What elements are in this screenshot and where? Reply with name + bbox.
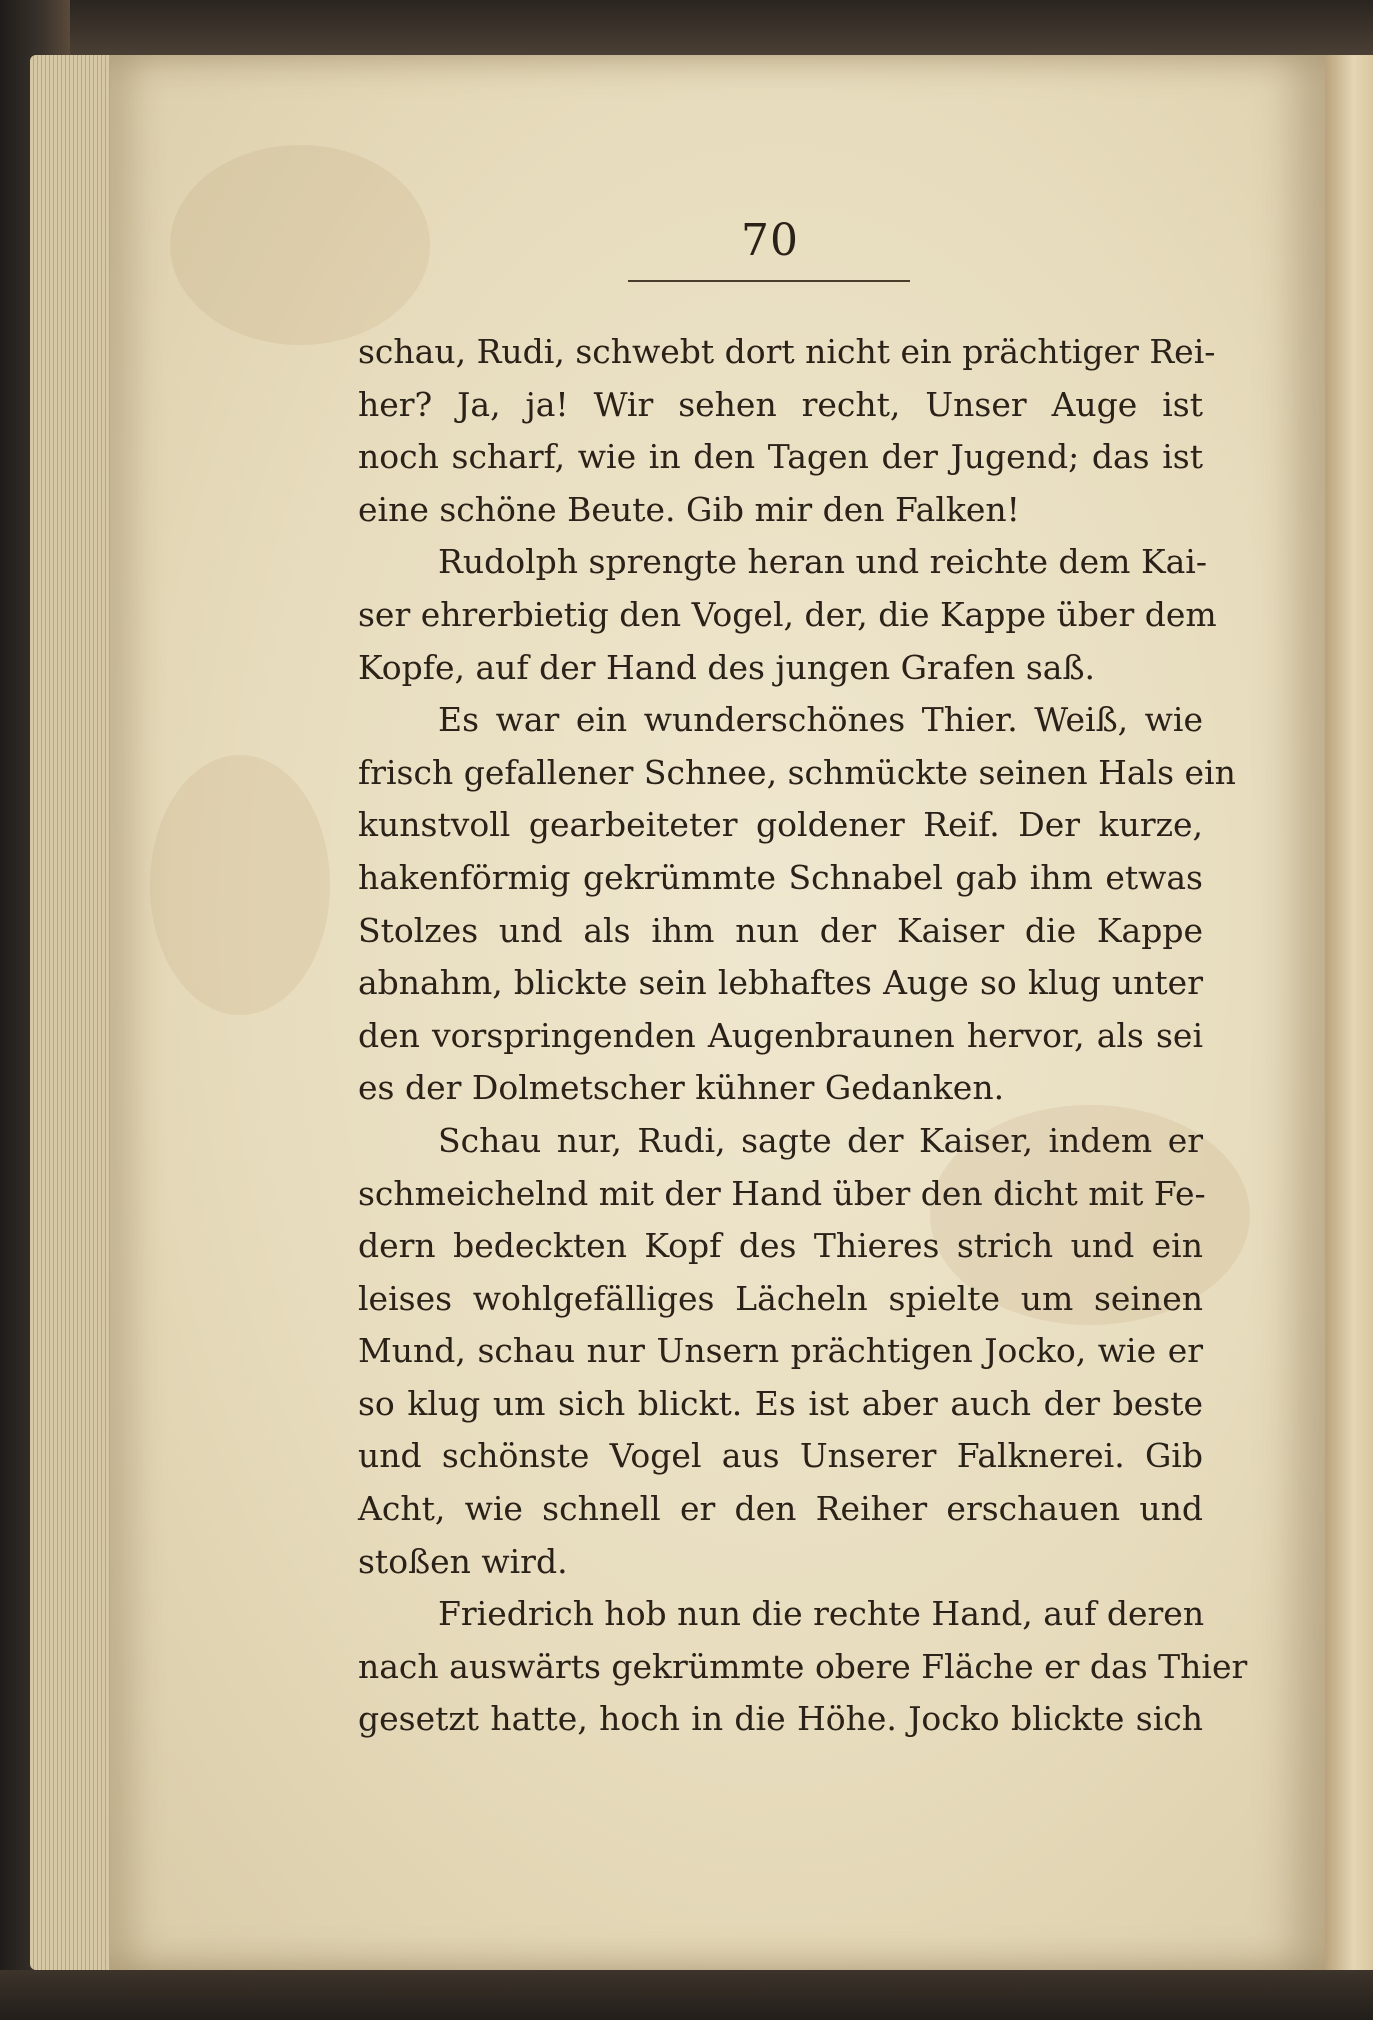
text-line: nach auswärts gekrümmte obere Fläche er das Thier	[358, 1646, 1248, 1686]
text-line: Stolzes und als ihm nun der Kaiser die Kappe	[358, 910, 1203, 950]
text-line: dern bedeckten Kopf des Thieres strich und ein	[358, 1226, 1203, 1266]
text-line: und schönste Vogel aus Unserer Falknerei. Gib	[358, 1436, 1203, 1476]
book-top-edge	[0, 0, 1373, 55]
page-number: 70	[741, 215, 799, 266]
paper-stain	[150, 755, 330, 1015]
text-line: Rudolph sprengte heran und reichte dem Kai-	[438, 542, 1207, 582]
text-line: schau, Rudi, schwebt dort nicht ein prächtiger Rei-	[358, 332, 1216, 371]
text-line: kunstvoll gearbeiteter goldener Reif. Der kurze,	[358, 805, 1203, 845]
text-line: eine schöne Beute. Gib mir den Falken!	[358, 489, 1020, 529]
text-line: gesetzt hatte, hoch in die Höhe. Jocko blickte sich	[358, 1699, 1203, 1739]
text-line: es der Dolmetscher kühner Gedanken.	[358, 1068, 1005, 1108]
body-text	[358, 326, 1248, 1746]
text-line: stoßen wird.	[358, 1541, 568, 1581]
text-line: Kopfe, auf der Hand des jungen Grafen saß.	[358, 647, 1096, 687]
text-line: Acht, wie schnell er den Reiher erschauen und	[358, 1489, 1203, 1529]
text-line: hakenförmig gekrümmte Schnabel gab ihm etwas	[358, 857, 1203, 897]
text-line: so klug um sich blickt. Es ist aber auch der beste	[358, 1383, 1203, 1423]
page-gutter	[1325, 55, 1373, 1970]
text-line: Es war ein wunderschönes Thier. Weiß, wie	[438, 700, 1203, 740]
page-edges	[30, 55, 120, 1970]
text-line: schmeichelnd mit der Hand über den dicht mit Fe-	[358, 1173, 1206, 1213]
text-line: her? Ja, ja! Wir sehen recht, Unser Auge ist	[358, 384, 1203, 424]
text-line: Friedrich hob nun die rechte Hand, auf deren	[438, 1594, 1205, 1634]
text-line: abnahm, blickte sein lebhaftes Auge so klug unter	[358, 963, 1203, 1003]
header-rule	[628, 280, 910, 282]
text-line: den vorspringenden Augenbraunen hervor, als sei	[358, 1015, 1203, 1055]
book-bottom-edge	[0, 1970, 1373, 2020]
text-line: noch scharf, wie in den Tagen der Jugend; das ist	[358, 437, 1203, 477]
text-line: frisch gefallener Schnee, schmückte seinen Hals ein	[358, 752, 1236, 792]
text-line: Schau nur, Rudi, sagte der Kaiser, indem er	[438, 1120, 1203, 1160]
text-line: leises wohlgefälliges Lächeln spielte um seinen	[358, 1278, 1203, 1318]
text-line: ser ehrerbietig den Vogel, der, die Kappe über dem	[358, 594, 1217, 634]
paper-stain	[170, 145, 430, 345]
text-line: Mund, schau nur Unsern prächtigen Jocko, wie er	[358, 1331, 1203, 1371]
